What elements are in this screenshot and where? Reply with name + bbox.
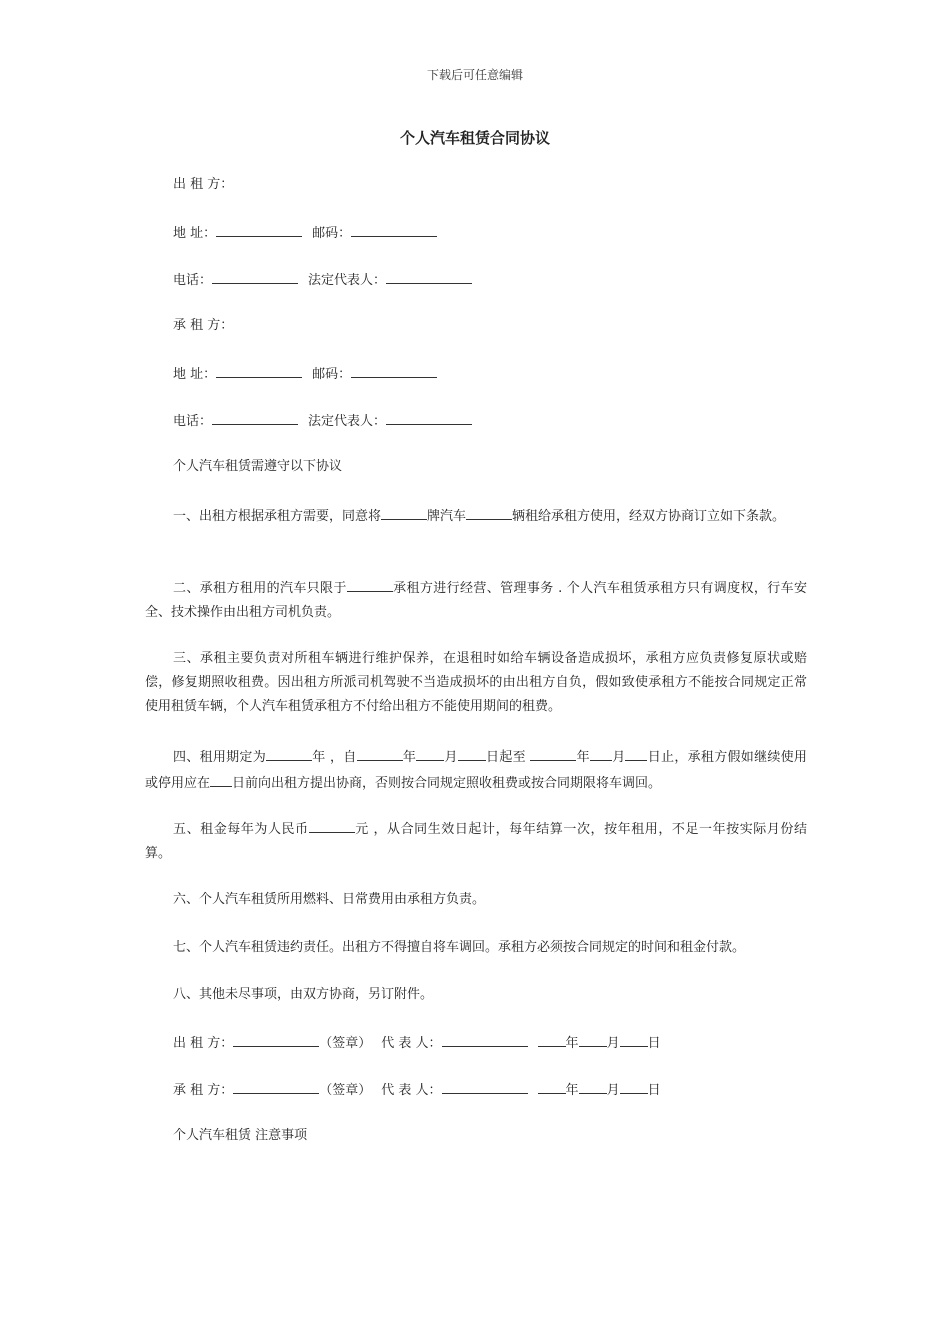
lessee-sign-blank — [233, 1077, 319, 1094]
day-label: 日 — [647, 1036, 661, 1051]
start-day-blank — [458, 744, 486, 761]
address-label: 地 址： — [173, 367, 217, 382]
sign-day-blank — [620, 1030, 648, 1047]
clause-7: 七、个人汽车租赁违约责任。出租方不得擅自将车调回。承租方必须按合同规定的时间和租金付款。 — [173, 940, 746, 955]
sign-year-blank — [538, 1030, 566, 1047]
clause-text: 年 — [402, 750, 417, 765]
lessee-legal-rep-blank — [386, 408, 472, 425]
usage-scope-blank — [347, 575, 393, 592]
lessee-zip-blank — [351, 361, 437, 378]
lessee-address-blank — [216, 361, 302, 378]
legal-rep-label: 法定代表人： — [308, 414, 387, 429]
lessor-rep-blank — [442, 1030, 528, 1047]
rent-amount-blank — [309, 816, 355, 833]
zip-label: 邮码： — [312, 226, 352, 241]
lessee-address-line — [173, 361, 437, 387]
day-label: 日 — [647, 1083, 661, 1098]
signature-party-label: 出 租 方： — [173, 1036, 234, 1051]
lessor-address-blank — [216, 220, 302, 237]
phone-label: 电话： — [173, 414, 213, 429]
phone-label: 电话： — [173, 273, 213, 288]
clause-text: 年 ，自 — [312, 750, 357, 765]
clause-5 — [145, 816, 807, 866]
clause-text: 四、租用期定为 — [173, 750, 267, 765]
sign-month-blank — [579, 1030, 607, 1047]
lessee-label: 承 租 方： — [173, 318, 234, 333]
zip-label: 邮码： — [312, 367, 352, 382]
vehicle-count-blank — [466, 503, 512, 520]
sign-year-blank — [538, 1077, 566, 1094]
clause-text: 月 — [444, 750, 458, 765]
plate-blank — [381, 503, 427, 520]
lessor-sign-blank — [233, 1030, 319, 1047]
lessor-phone-blank — [212, 267, 298, 284]
year-label: 年 — [565, 1036, 579, 1051]
lessor-signature-line — [173, 1030, 661, 1056]
intro-text: 个人汽车租赁需遵守以下协议 — [173, 459, 343, 474]
legal-rep-label: 法定代表人： — [308, 273, 387, 288]
lessor-address-line — [173, 220, 437, 246]
start-year-blank — [357, 744, 403, 761]
month-label: 月 — [606, 1036, 620, 1051]
address-label: 地 址： — [173, 226, 217, 241]
clause-text: 日止，承租方假如继续使用或停用应在 — [145, 750, 807, 791]
lessee-rep-blank — [442, 1077, 528, 1094]
clause-text: 辆租给承租方使用，经双方协商订立如下条款。 — [512, 509, 786, 524]
notice-days-blank — [210, 770, 232, 787]
clause-text: 承租方进行经营、管理事务 . 个人汽车租赁承租方只有调度权，行车安全、技术操作由出租方司机负责。 — [145, 581, 807, 620]
end-month-blank — [590, 744, 612, 761]
signature-party-label: 承 租 方： — [173, 1083, 234, 1098]
clause-text: 年 — [576, 750, 590, 765]
year-label: 年 — [565, 1083, 579, 1098]
sign-day-blank — [620, 1077, 648, 1094]
clause-6: 六、个人汽车租赁所用燃料、日常费用由承租方负责。 — [173, 892, 486, 907]
lessor-zip-blank — [351, 220, 437, 237]
clause-text: 元 ，从合同生效日起计，每年结算一次，按年租用，不足一年按实际月份结算。 — [145, 822, 807, 861]
clause-2 — [145, 575, 807, 625]
clause-8: 八、其他未尽事项，由双方协商，另订附件。 — [173, 987, 434, 1002]
start-month-blank — [416, 744, 444, 761]
rep-label: 代 表 人： — [381, 1083, 442, 1098]
month-label: 月 — [606, 1083, 620, 1098]
clause-1 — [145, 503, 807, 529]
clause-text: 日前向出租方提出协商，否则按合同规定照收租费或按合同期限将车调回。 — [232, 776, 662, 791]
clause-text: 二、承租方租用的汽车只限于 — [173, 581, 347, 596]
lessor-legal-rep-blank — [386, 267, 472, 284]
end-day-blank — [625, 744, 647, 761]
lessee-phone-blank — [212, 408, 298, 425]
footer-heading: 个人汽车租赁 注意事项 — [173, 1128, 308, 1143]
clause-3: 三、承租主要负责对所租车辆进行维护保养，在退租时如给车辆设备造成损坏，承租方应负责修复原状或赔偿，修复期照收租费。因出租方所派司机驾驶不当造成损坏的由出租方自负，假如致使承租方不能按合同规定正常使用租赁车辆，个人汽车租赁承租方不付给出租方不能使用期间的租费。 — [145, 651, 807, 714]
clause-text: 牌汽车 — [427, 509, 467, 524]
header-note: 下载后可任意编辑 — [426, 68, 523, 82]
sign-month-blank — [579, 1077, 607, 1094]
seal-label: （签章） — [319, 1036, 372, 1051]
rep-label: 代 表 人： — [381, 1036, 442, 1051]
clause-4 — [145, 744, 807, 796]
end-year-blank — [530, 744, 576, 761]
term-years-blank — [266, 744, 312, 761]
lessee-phone-line — [173, 408, 472, 434]
clause-text: 月 — [611, 750, 626, 765]
clause-text: 日起至 — [485, 750, 531, 765]
lessor-phone-line — [173, 267, 472, 293]
lessor-label: 出 租 方： — [173, 177, 234, 192]
page-title: 个人汽车租赁合同协议 — [399, 129, 550, 147]
lessee-signature-line — [173, 1077, 661, 1103]
seal-label: （签章） — [319, 1083, 372, 1098]
clause-text: 一、出租方根据承租方需要，同意将 — [173, 509, 382, 524]
clause-text: 五、租金每年为人民币 — [173, 822, 309, 837]
